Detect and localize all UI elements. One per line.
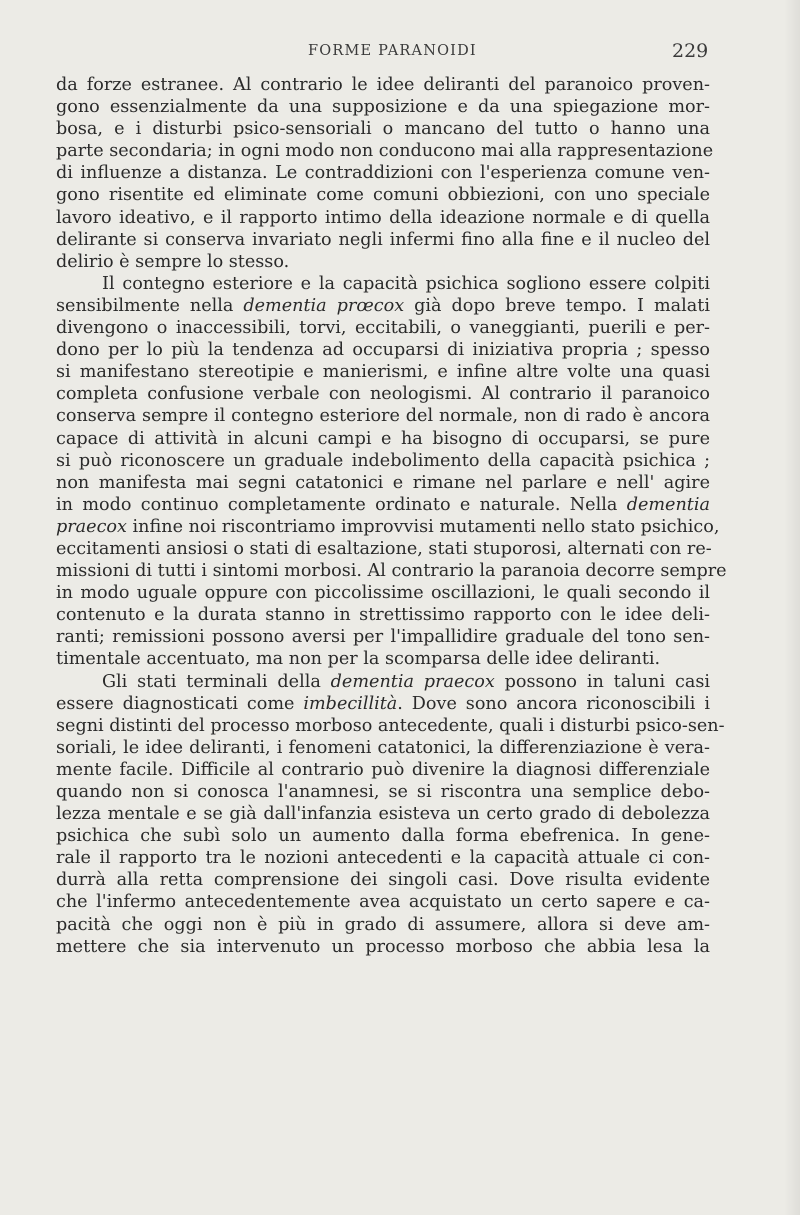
text-line	[56, 869, 710, 891]
text-segment: durrà alla retta comprensione dei singoli casi. Dove risulta evidente	[56, 870, 710, 891]
text-segment: mente facile. Difficile al contrario può divenire la diagnosi differenziale	[56, 759, 710, 780]
text-segment: timentale accentuato, ma non per la scomparsa delle idee deliranti.	[56, 649, 661, 670]
italic-term: dementia prœcox	[243, 295, 405, 316]
text-line	[56, 538, 710, 560]
text-segment: già dopo breve tempo. I malati	[404, 295, 710, 316]
text-segment: non manifesta mai segni catatonici e rimane nel parlare e nell' agire	[56, 472, 710, 493]
running-head	[0, 40, 800, 64]
text-segment: mettere che sia intervenuto un processo morboso che abbia lesa la	[56, 936, 710, 957]
body-text	[56, 74, 727, 958]
text-segment: delirio è sempre lo stesso.	[56, 251, 290, 272]
text-line	[56, 648, 710, 670]
text-segment: divengono o inaccessibili, torvi, eccitabili, o vaneggianti, puerili e per-	[56, 318, 710, 339]
text-line	[56, 251, 710, 273]
text-segment: psichica che subì solo un aumento dalla forma ebefrenica. In gene-	[56, 826, 710, 847]
paragraph	[56, 74, 714, 273]
text-line	[56, 450, 710, 472]
text-segment: capace di attività in alcuni campi e ha bisogno di occuparsi, se pure	[56, 428, 710, 449]
text-segment: si può riconoscere un graduale indebolimento della capacità psichica ;	[56, 450, 710, 471]
text-segment: missioni di tutti i sintomi morbosi. Al contrario la paranoia decorre sempre	[56, 561, 727, 582]
text-line	[56, 582, 710, 604]
text-line	[56, 428, 710, 450]
text-segment: di influenze a distanza. Le contraddizioni con l'esperienza comune ven-	[56, 163, 710, 184]
text-line	[56, 715, 725, 737]
text-line	[56, 759, 710, 781]
text-segment: lezza mentale e se già dall'infanzia esisteva un certo grado di debolezza	[56, 804, 710, 825]
text-segment: pacità che oggi non è più in grado di assumere, allora si deve am-	[56, 914, 710, 935]
text-line	[56, 273, 710, 295]
text-line	[56, 229, 710, 251]
text-segment: ranti; remissioni possono aversi per l'impallidire graduale del tono sen-	[56, 627, 710, 648]
text-segment: quando non si conosca l'anamnesi, se si riscontra una semplice debo-	[56, 782, 710, 802]
text-line	[56, 140, 714, 162]
text-segment: bosa, e i disturbi psico-sensoriali o mancano del tutto o hanno una	[56, 119, 710, 140]
text-line	[56, 803, 710, 825]
text-line	[56, 671, 710, 693]
text-line	[56, 936, 710, 958]
italic-term: praecox	[56, 516, 127, 537]
page-number: 229	[672, 40, 709, 62]
text-segment: che l'infermo antecedentemente avea acquistato un certo sapere e ca-	[56, 892, 710, 913]
text-segment: gono risentite ed eliminate come comuni obbiezioni, con uno speciale	[56, 185, 710, 206]
text-segment: infine noi riscontriamo improvvisi mutamenti nello stato psichico,	[126, 516, 720, 537]
text-line	[56, 405, 710, 427]
text-segment: gono essenzialmente da una supposizione e da una spiegazione mor-	[56, 97, 710, 118]
text-segment: contenuto e la durata stanno in strettissimo rapporto con le idee deli-	[56, 605, 710, 626]
text-line	[56, 560, 727, 582]
text-line	[56, 361, 710, 383]
text-segment: conserva sempre il contegno esteriore del normale, non di rado è ancora	[56, 406, 710, 427]
text-segment: segni distinti del processo morboso antecedente, quali i disturbi psico-sen-	[56, 715, 725, 736]
text-line	[56, 162, 710, 184]
text-line	[56, 604, 710, 626]
text-line	[56, 184, 710, 206]
text-line	[56, 383, 710, 405]
text-line	[56, 626, 710, 648]
paragraph	[56, 671, 725, 958]
text-segment: da forze estranee. Al contrario le idee deliranti del paranoico proven-	[56, 75, 710, 95]
text-line	[56, 781, 710, 803]
text-line	[56, 847, 710, 869]
paragraph	[56, 273, 727, 671]
text-segment: si manifestano stereotipie e manierismi, e infine altre volte una quasi	[56, 362, 710, 383]
text-line	[56, 118, 710, 140]
text-line	[56, 74, 710, 96]
text-line	[56, 693, 710, 715]
text-segment: possono in taluni casi	[494, 671, 710, 692]
italic-term: imbecillità	[303, 693, 398, 714]
text-line	[56, 295, 710, 317]
text-line	[56, 317, 710, 339]
text-segment: rale il rapporto tra le nozioni antecedenti e la capacità attuale ci con-	[56, 848, 710, 869]
italic-term: dementia praecox	[330, 671, 495, 692]
text-segment: lavoro ideativo, e il rapporto intimo della ideazione normale e di quella	[56, 207, 710, 228]
text-segment: in modo continuo completamente ordinato e naturale. Nella	[56, 494, 627, 515]
text-segment: eccitamenti ansiosi o stati di esaltazione, stati stuporosi, alternati con re-	[56, 538, 712, 559]
text-line	[56, 472, 710, 494]
text-segment: soriali, le idee deliranti, i fenomeni catatonici, la differenziazione è vera-	[56, 737, 710, 758]
text-segment: Gli stati terminali della	[102, 671, 331, 692]
scan-shadow	[784, 0, 800, 1215]
text-line	[56, 494, 710, 516]
text-segment: completa confusione verbale con neologismi. Al contrario il paranoico	[56, 384, 710, 405]
text-line	[56, 891, 710, 913]
text-segment: dono per lo più la tendenza ad occuparsi di iniziativa propria ; spesso	[56, 340, 710, 361]
text-segment: in modo uguale oppure con piccolissime oscillazioni, le quali secondo il	[56, 583, 710, 604]
text-segment: sensibilmente nella	[56, 295, 244, 316]
text-line	[56, 737, 710, 759]
text-line	[56, 207, 710, 229]
text-segment: delirante si conserva invariato negli infermi fino alla fine e il nucleo del	[56, 229, 710, 250]
text-segment: . Dove sono ancora riconoscibili i	[397, 693, 710, 714]
italic-term: dementia	[626, 494, 710, 515]
text-line	[56, 516, 720, 538]
text-line	[56, 825, 710, 847]
text-line	[56, 914, 710, 936]
running-title: FORME PARANOIDI	[308, 43, 477, 59]
text-segment: parte secondaria; in ogni modo non conducono mai alla rappresentazione	[56, 141, 714, 162]
text-segment: Il contegno esteriore e la capacità psichica sogliono essere colpiti	[102, 273, 710, 294]
text-line	[56, 96, 710, 118]
text-segment: essere diagnosticati come	[56, 693, 304, 714]
text-line	[56, 339, 710, 361]
